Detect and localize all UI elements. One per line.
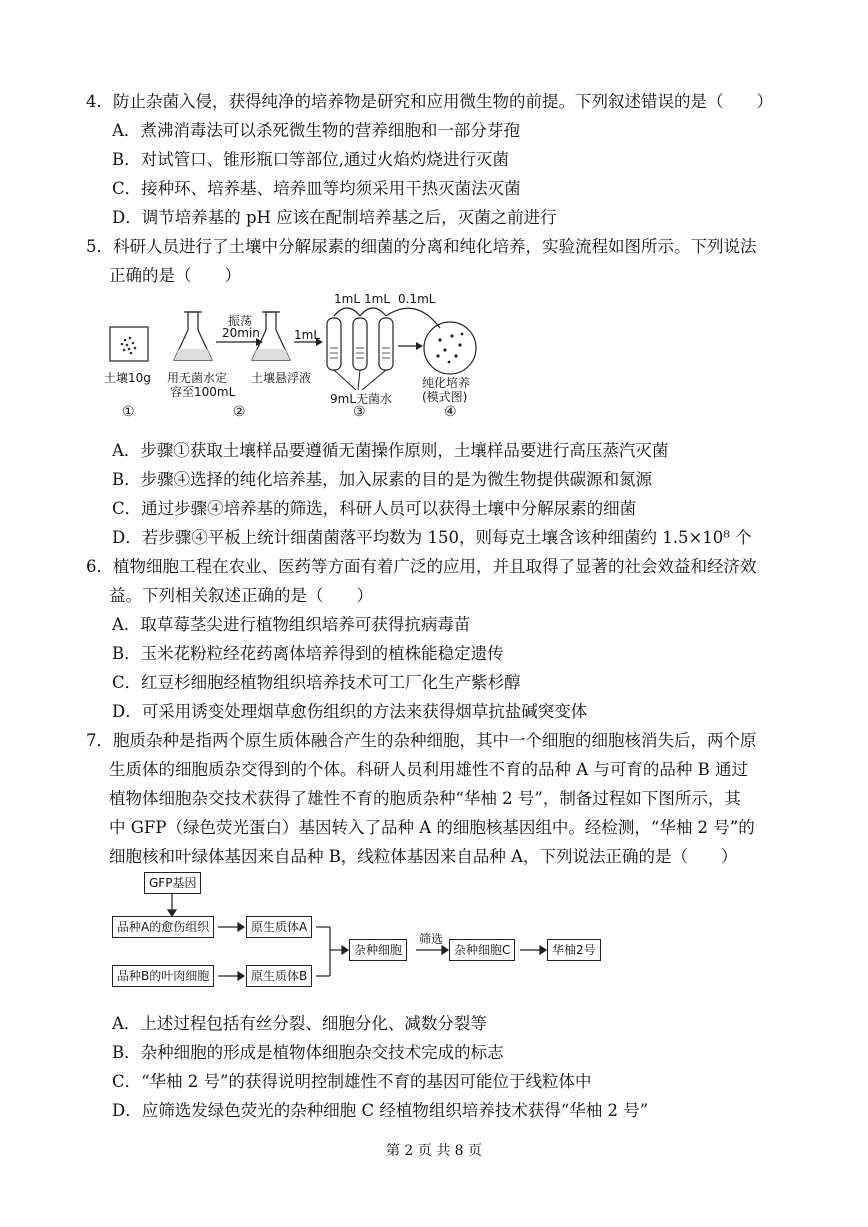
q7-fig-protoplast-a-box: 原生质体A <box>246 916 312 938</box>
q7-stem-1: 7．胞质杂种是指两个原生质体融合产生的杂种细胞，其中一个细胞的细胞核消失后，两个原 <box>86 731 757 750</box>
q4-option-b: B．对试管口、锥形瓶口等部位,通过火焰灼烧进行灭菌 <box>112 150 509 169</box>
q4-stem: 4．防止杂菌入侵，获得纯净的培养物是研究和应用微生物的前提。下列叙述错误的是（ ） <box>86 92 773 111</box>
q5-fig-shake-label-a: 振荡 <box>228 314 253 328</box>
q6-stem-1: 6．植物细胞工程在农业、医药等方面有着广泛的应用，并且取得了显著的社会效益和经济效 <box>86 557 757 576</box>
q6-option-a: A．取草莓茎尖进行植物组织培养可获得抗病毒苗 <box>112 615 471 634</box>
q5-fig-shake-label-b: 20min <box>222 326 260 340</box>
q7-stem-4: 中 GFP（绿色荧光蛋白）基因转入了品种 A 的细胞核基因组中。经检测，“华柚 2 号”的 <box>109 818 755 837</box>
q4-option-c: C．接种环、培养基、培养皿等均须采用干热灭菌法灭菌 <box>112 179 521 198</box>
q5-fig-step-2: ② <box>233 404 246 420</box>
q5-fig-1ml-label: 1mL <box>294 328 321 342</box>
q5-fig-tube-ml-b: 1mL <box>364 292 391 306</box>
q7-fig-huayou-box: 华柚2号 <box>547 939 601 961</box>
q7-fig-variety-b-leaf-box: 品种B的叶肉细胞 <box>112 965 214 987</box>
q7-stem-3: 植物体细胞杂交技术获得了雄性不育的胞质杂种“华柚 2 号”，制备过程如下图所示，其 <box>109 789 741 808</box>
q7-fig-protoplast-b-box: 原生质体B <box>246 965 312 987</box>
q7-fig-variety-a-callus-box: 品种A的愈伤组织 <box>112 916 214 938</box>
q5-fig-plate-label-a: 纯化培养 <box>422 376 471 390</box>
q5-fig-flask2-label: 土壤悬浮液 <box>251 371 312 385</box>
q7-option-a: A．上述过程包括有丝分裂、细胞分化、减数分裂等 <box>112 1014 487 1033</box>
q5-option-b: B．步骤④选择的纯化培养基，加入尿素的目的是为微生物提供碳源和氮源 <box>112 470 653 489</box>
page-footer: 第 2 页 共 8 页 <box>385 1143 483 1159</box>
q7-option-c: C．“华柚 2 号”的获得说明控制雄性不育的基因可能位于线粒体中 <box>112 1072 592 1091</box>
q6-stem-2: 益。下列相关叙述正确的是（ ） <box>109 586 373 605</box>
q5-fig-flask1-label-a: 用无菌水定 <box>167 371 228 385</box>
q5-fig-tube-ml-c: 0.1mL <box>398 292 436 306</box>
q4-option-a: A．煮沸消毒法可以杀死微生物的营养细胞和一部分芽孢 <box>112 121 520 140</box>
q5-fig-tube-ml-a: 1mL <box>334 292 361 306</box>
q5-stem-2: 正确的是（ ） <box>109 266 241 285</box>
q5-fig-step-3: ③ <box>353 404 366 420</box>
q5-stem-1: 5．科研人员进行了土壤中分解尿素的细菌的分离和纯化培养，实验流程如图所示。下列说法 <box>86 237 757 256</box>
q5-option-c: C．通过步骤④培养基的筛选，科研人员可以获得土壤中分解尿素的细菌 <box>112 499 637 518</box>
q5-fig-water-label: 9mL无菌水 <box>330 392 393 406</box>
q5-fig-flask1-label-b: 容至100mL <box>170 385 236 399</box>
q7-option-b: B．杂种细胞的形成是植物体细胞杂交技术完成的标志 <box>112 1043 504 1062</box>
q6-option-c: C．红豆杉细胞经植物组织培养技术可工厂化生产紫杉醇 <box>112 673 521 692</box>
q7-fig-screen-label: 筛选 <box>419 932 444 946</box>
q5-fig-step-4: ④ <box>444 404 457 420</box>
q5-fig-step-1: ① <box>122 404 135 420</box>
q7-stem-2: 生质体的细胞质杂交得到的个体。科研人员利用雄性不育的品种 A 与可育的品种 B 通过 <box>109 760 749 779</box>
q7-option-d: D．应筛选发绿色荧光的杂种细胞 C 经植物组织培养技术获得“华柚 2 号” <box>112 1101 649 1120</box>
q7-fig-gfp-gene-box: GFP基因 <box>144 872 201 894</box>
q6-option-d: D．可采用诱变处理烟草愈伤组织的方法来获得烟草抗盐碱突变体 <box>112 702 588 721</box>
q5-fig-plate-label-b: (模式图) <box>422 390 468 404</box>
q7-fig-hybrid-c-box: 杂种细胞C <box>449 939 515 961</box>
q7-fig-hybrid-cell-box: 杂种细胞 <box>349 939 407 961</box>
q5-option-d: D．若步骤④平板上统计细菌菌落平均数为 150，则每克土壤含该种细菌约 1.5×10⁸ 个 <box>112 528 752 547</box>
q7-stem-5: 细胞核和叶绿体基因来自品种 B，线粒体基因来自品种 A，下列说法正确的是（ ） <box>109 847 738 866</box>
q5-option-a: A．步骤①获取土壤样品要遵循无菌操作原则，土壤样品要进行高压蒸汽灭菌 <box>112 441 669 460</box>
q4-option-d: D．调节培养基的 pH 应该在配制培养基之后，灭菌之前进行 <box>112 208 557 227</box>
q6-option-b: B．玉米花粉粒经花药离体培养得到的植株能稳定遗传 <box>112 644 504 663</box>
q5-fig-soil-label: 土壤10g <box>104 371 151 385</box>
